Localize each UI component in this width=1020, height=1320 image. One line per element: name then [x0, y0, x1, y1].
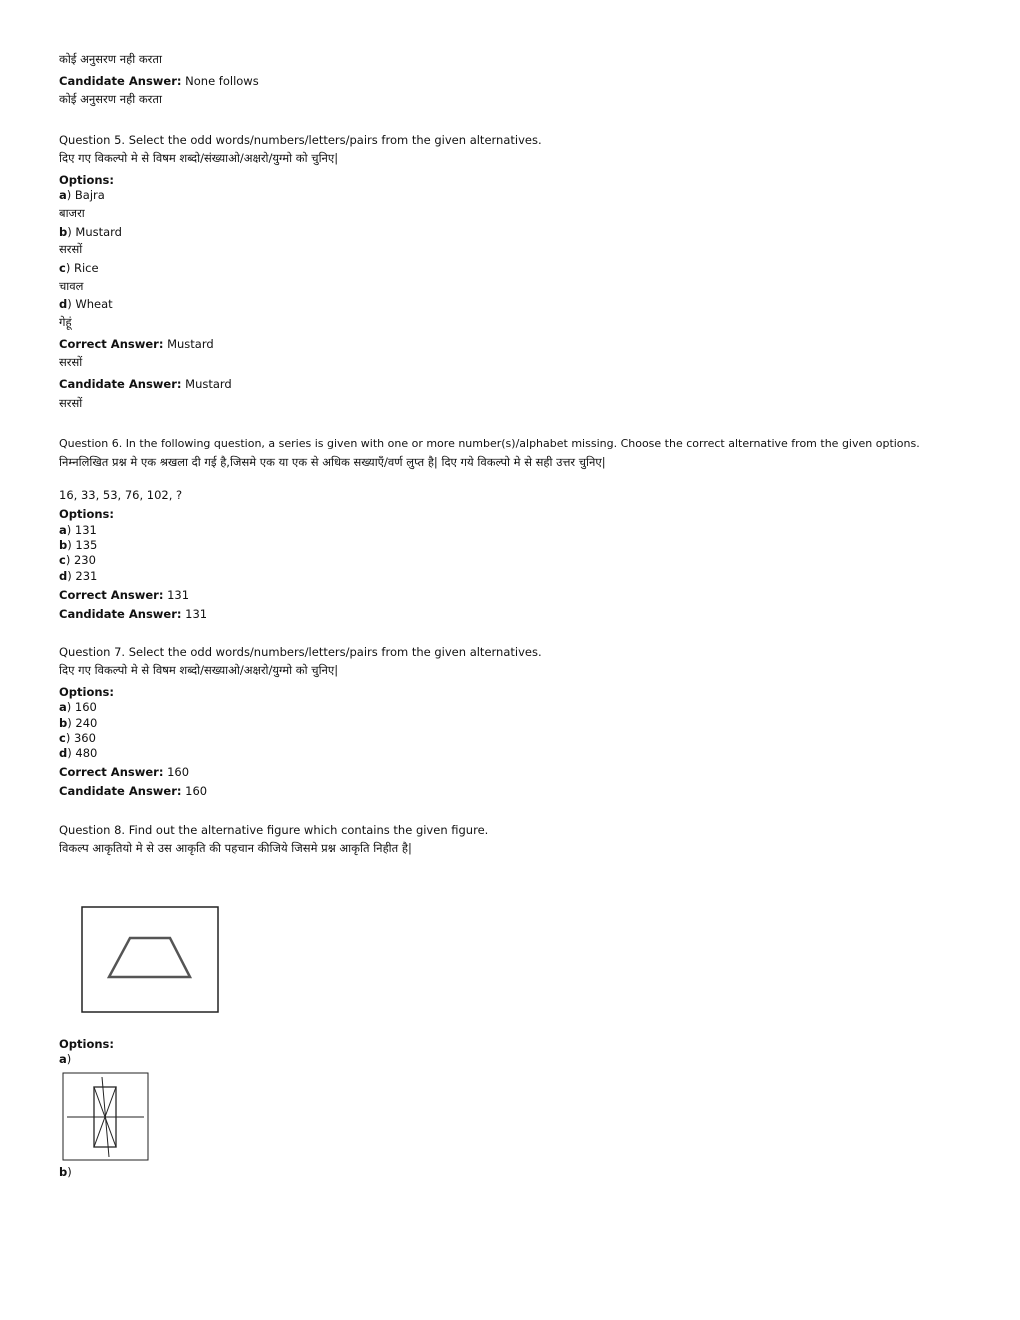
q7-correct-answer: Correct Answer: 160: [59, 765, 190, 779]
q7-option-d: d) 480: [59, 746, 98, 760]
q7-option-a: a) 160: [59, 700, 97, 714]
q8-options-label: Options:: [59, 1037, 114, 1051]
q5-candidate-hindi: सरसों: [59, 396, 83, 410]
q6-option-c: c) 230: [59, 553, 96, 567]
q8-option-a-label: a): [59, 1052, 72, 1066]
q5-option-d-hindi: गेहूं: [59, 315, 72, 329]
q5-text: Question 5. Select the odd words/numbers/letters/pairs from the given alternatives.: [59, 133, 542, 147]
q5-option-c: c) Rice: [59, 261, 99, 275]
q6-option-b: b) 135: [59, 538, 98, 552]
q5-options-label: Options:: [59, 173, 114, 187]
q5-correct-answer: Correct Answer: Mustard: [59, 337, 214, 351]
question-figure-trapezoid: [81, 906, 220, 1014]
q7-option-b: b) 240: [59, 716, 98, 730]
q8-text: Question 8. Find out the alternative figure which contains the given figure.: [59, 823, 489, 837]
q5-option-a-hindi: बाजरा: [59, 206, 85, 220]
q7-text: Question 7. Select the odd words/numbers/letters/pairs from the given alternatives.: [59, 645, 542, 659]
q6-correct-answer: Correct Answer: 131: [59, 588, 190, 602]
q5-option-d: d) Wheat: [59, 297, 113, 311]
q6-options-label: Options:: [59, 507, 114, 521]
q5-candidate-answer: Candidate Answer: Mustard: [59, 377, 232, 391]
q5-hindi: दिए गए विकल्पो मे से विषम शब्दो/संख्याओ/अक्षरो/युग्मो को चुनिए|: [59, 151, 339, 165]
q6-hindi: निम्नलिखित प्रश्न मे एक श्रखला दी गई है,जिसमे एक या एक से अधिक सख्याएँ/वर्ण लुप्त है| दिए गये विकल्पो मे से सही उत्तर चुनिए|: [59, 455, 606, 469]
prev-option-hindi: कोई अनुसरण नही करता: [59, 52, 162, 66]
q5-option-a: a) Bajra: [59, 188, 105, 202]
prev-candidate-hindi: कोई अनुसरण नही करता: [59, 92, 162, 106]
q8-hindi: विकल्प आकृतियो मे से उस आकृति की पहचान कीजिये जिसमे प्रश्न आकृति निहीत है|: [59, 841, 412, 855]
q8-option-a-figure: [62, 1072, 150, 1162]
q6-text: Question 6. In the following question, a series is given with one or more number(s)/alphabet missing. Choose the correct alternative from the given options.: [59, 437, 920, 450]
q7-option-c: c) 360: [59, 731, 96, 745]
q8-option-b-label: b): [59, 1165, 72, 1179]
q6-series: 16, 33, 53, 76, 102, ?: [59, 488, 183, 502]
q6-option-d: d) 231: [59, 569, 98, 583]
q6-option-a: a) 131: [59, 523, 97, 537]
q5-option-b-hindi: सरसों: [59, 242, 83, 256]
q5-option-c-hindi: चावल: [59, 279, 84, 293]
q5-option-b: b) Mustard: [59, 225, 122, 239]
q6-candidate-answer: Candidate Answer: 131: [59, 607, 208, 621]
q7-options-label: Options:: [59, 685, 114, 699]
prev-candidate-answer: Candidate Answer: None follows: [59, 74, 259, 88]
q5-correct-hindi: सरसों: [59, 355, 83, 369]
q7-hindi: दिए गए विकल्पो मे से विषम शब्दो/सख्याओ/अक्षरो/युग्मो को चुनिए|: [59, 663, 339, 677]
q7-candidate-answer: Candidate Answer: 160: [59, 784, 208, 798]
